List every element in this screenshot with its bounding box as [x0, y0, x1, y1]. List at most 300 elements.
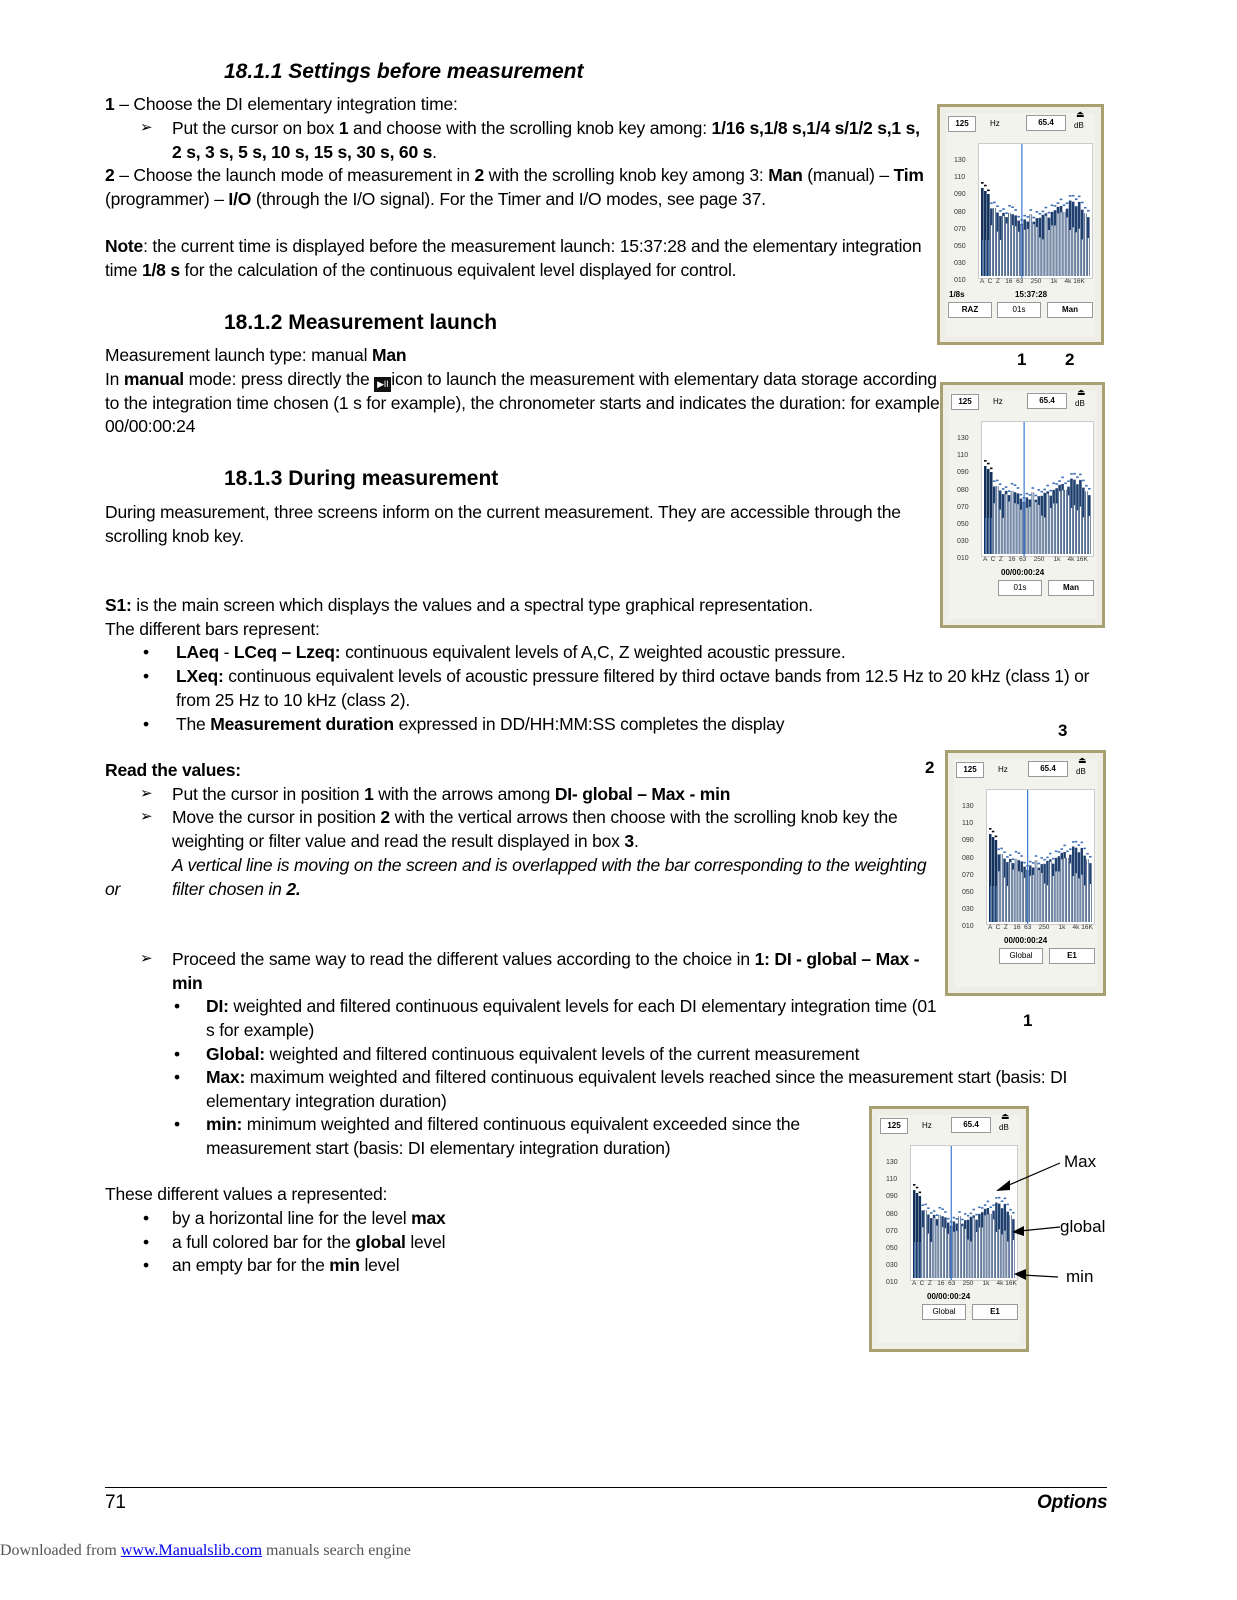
max-line [1060, 199, 1063, 201]
max-line [1051, 204, 1054, 206]
bullet-dot: • [143, 642, 149, 662]
min-bar [1012, 225, 1013, 276]
min-bar [925, 1210, 926, 1278]
max-line [973, 1209, 975, 1211]
min-bar [997, 486, 998, 554]
min-bar [942, 1227, 943, 1278]
max-line [999, 210, 1002, 212]
min-bar [1073, 876, 1074, 922]
min-bar [1080, 507, 1081, 554]
max-line [1085, 485, 1088, 487]
min-bar [1085, 208, 1086, 276]
spectrum-chart [981, 421, 1094, 557]
y-tick-label: 090 [886, 1193, 898, 1201]
bullet-integration-choices-cont: 2 s, 3 s, 5 s, 10 s, 15 s, 30 s, 60 s. [172, 142, 437, 162]
min-bar [1015, 851, 1016, 922]
page-number: 71 [105, 1492, 126, 1513]
min-bar [1009, 502, 1010, 554]
def-global: Global: weighted and filtered continuous equivalent levels of the current measurement [206, 1044, 860, 1064]
max-line [993, 480, 996, 482]
launch-button[interactable]: Man [1048, 580, 1094, 596]
level-value-box: 65.4 [1028, 761, 1068, 777]
bullet-dot: • [143, 714, 149, 734]
min-bar [934, 1218, 935, 1278]
min-bar [962, 1226, 963, 1278]
max-line [1045, 207, 1048, 209]
max-line [1069, 848, 1071, 850]
max-line [1002, 488, 1005, 490]
frequency-unit: Hz [993, 397, 1003, 406]
manual-mode-line-3: 00/00:00:24 [105, 416, 196, 436]
y-tick-label: 080 [962, 854, 974, 862]
max-line [1026, 493, 1029, 495]
arrow-bullet-icon: ➢ [140, 950, 153, 967]
max-line [987, 190, 990, 192]
max-line [1040, 491, 1043, 493]
max-line [989, 828, 991, 830]
launch-type-line: Measurement launch type: manual Man [105, 345, 407, 365]
min-bar [1045, 216, 1046, 276]
read-step-2-italic: A vertical line is moving on the screen and is overlapped with the bar corresponding to the weighting [172, 855, 927, 875]
y-tick-label: 070 [954, 225, 966, 233]
max-line [1008, 205, 1011, 207]
max-line [941, 1208, 943, 1210]
min-bar [994, 503, 995, 554]
max-line [1011, 483, 1014, 485]
y-tick-label: 070 [957, 503, 969, 511]
min-bar [1044, 884, 1045, 922]
max-line [1081, 202, 1084, 204]
max-line [913, 1184, 915, 1186]
read-values-heading: Read the values: [105, 760, 241, 780]
max-line [992, 831, 994, 833]
callout-3: 3 [1058, 721, 1068, 740]
max-line [1046, 485, 1049, 487]
memory-icon: ⏏ [1001, 1111, 1010, 1121]
max-line [939, 1207, 941, 1209]
max-line [1005, 212, 1008, 214]
mode-button[interactable]: 01s [997, 302, 1041, 318]
manual-mode-line-2: to the integration time chosen (1 s for example), the chronometer starts and indicates the duration: for example [105, 393, 940, 413]
db-unit: dB [1076, 767, 1086, 776]
min-bar [1086, 486, 1087, 554]
min-bar [1013, 870, 1014, 922]
min-bar [1068, 495, 1069, 554]
min-bar [945, 1228, 946, 1278]
min-bar [973, 1218, 974, 1278]
y-tick-label: 010 [962, 923, 974, 931]
min-bar [1042, 239, 1043, 276]
weighted-bar-lower [996, 886, 997, 922]
min-bar [1047, 494, 1048, 554]
frequency-box[interactable]: 125 [951, 394, 979, 410]
min-bar [970, 1241, 971, 1278]
max-line [1089, 856, 1091, 858]
mode-button[interactable]: Global [922, 1304, 966, 1320]
max-line [933, 1210, 935, 1212]
time-readout: 00/00:00:24 [1001, 568, 1045, 577]
weighted-bar-lower [988, 240, 989, 276]
time-readout: 00/00:00:24 [1004, 936, 1048, 945]
para-launch-mode-cont: (programmer) – I/O (through the I/O signal). For the Timer and I/O modes, see page 37. [105, 189, 766, 209]
min-bar [1061, 859, 1062, 922]
x-tick-labels: A C Z 16 63 250 1k 4k 16K [980, 278, 1085, 285]
max-line [970, 1213, 972, 1215]
max-line [1072, 195, 1075, 197]
min-bar [1038, 505, 1039, 554]
max-line [1008, 490, 1011, 492]
min-bar [1044, 517, 1045, 554]
max-line [1002, 208, 1005, 210]
max-line [1023, 862, 1025, 864]
max-line [967, 1215, 969, 1217]
min-bar [968, 1240, 969, 1278]
max-line [1046, 857, 1048, 859]
callout-1-reading: 1 [1023, 1011, 1033, 1030]
legend-global-label: global [1060, 1217, 1106, 1236]
y-tick-label: 080 [957, 486, 969, 494]
y-tick-label: 080 [954, 208, 966, 216]
weighted-bar-lower [985, 240, 986, 276]
max-line [1082, 480, 1085, 482]
max-line [1012, 858, 1014, 860]
min-bar [1006, 494, 1007, 554]
min-bar [1010, 862, 1011, 922]
time-readout: 15:37:28 [1015, 290, 1048, 299]
max-line [947, 1218, 949, 1220]
y-tick-label: 110 [886, 1176, 898, 1184]
min-bar [1018, 232, 1019, 276]
max-line [1029, 494, 1032, 496]
launch-button[interactable]: E1 [1049, 948, 1095, 964]
min-bar [1064, 858, 1065, 922]
max-line [993, 202, 996, 204]
min-bar [931, 1242, 932, 1278]
min-bar [976, 1232, 977, 1278]
y-tick-label: 070 [886, 1227, 898, 1235]
max-line [1039, 213, 1042, 215]
min-bar [1027, 229, 1028, 276]
min-bar [1064, 206, 1065, 276]
during-line-1: During measurement, three screens inform on the current measurement. They are accessible through the [105, 502, 901, 522]
min-bar [1051, 225, 1052, 276]
min-bar [1048, 230, 1049, 276]
manualslib-link[interactable]: www.Manualslib.com [120, 1542, 263, 1559]
spectrum-bars [979, 144, 1092, 278]
frequency-unit: Hz [922, 1121, 932, 1130]
device-screen-launch [940, 382, 1105, 628]
max-line [1000, 848, 1002, 850]
callout-2: 2 [1065, 350, 1075, 369]
bullet-dot: • [174, 1067, 180, 1087]
min-bar [1032, 484, 1033, 554]
frequency-box[interactable]: 125 [880, 1118, 908, 1134]
frequency-unit: Hz [998, 765, 1008, 774]
min-bar [1057, 213, 1058, 276]
min-bar [936, 1226, 937, 1278]
max-line [1079, 474, 1082, 476]
mode-button[interactable]: Global [999, 948, 1043, 964]
launch-button[interactable]: Man [1047, 302, 1093, 318]
footer-rule [105, 1487, 1107, 1488]
min-bar [1062, 490, 1063, 554]
max-line [1011, 206, 1014, 208]
mode-button[interactable]: 01s [998, 580, 1042, 596]
max-line [936, 1214, 938, 1216]
note-line-2: time 1/8 s for the calculation of the continuous equivalent level displayed for control. [105, 260, 737, 280]
memory-icon: ⏏ [1077, 387, 1086, 397]
max-line [1006, 856, 1008, 858]
max-line [1015, 851, 1017, 853]
max-line [1009, 854, 1011, 856]
y-tick-label: 110 [962, 820, 974, 828]
y-tick-label: 010 [886, 1279, 898, 1287]
min-bar [928, 1234, 929, 1278]
min-bar [1033, 224, 1034, 276]
max-line [1036, 211, 1039, 213]
min-bar [1041, 516, 1042, 554]
bullet-laeq: LAeq - LCeq – Lzeq: continuous equivalent levels of A,C, Z weighted acoustic pressure. [176, 642, 846, 662]
max-line [930, 1212, 932, 1214]
min-bar [1035, 502, 1036, 554]
read-step-1: Put the cursor in position 1 with the arrows among DI- global – Max - min [172, 784, 731, 804]
min-bar [1007, 886, 1008, 922]
y-tick-label: 110 [957, 452, 969, 460]
max-line [1035, 855, 1037, 857]
min-bar [1030, 876, 1031, 922]
max-line [964, 1213, 966, 1215]
max-line [1029, 861, 1031, 863]
min-bar [1004, 878, 1005, 922]
y-tick-label: 130 [957, 435, 969, 442]
def-di: DI: weighted and filtered continuous equivalent levels for each DI elementary integration time (01 [206, 996, 937, 1016]
spectrum-bars [982, 422, 1093, 556]
arrow-bullet-icon: ➢ [140, 119, 153, 136]
max-line [1032, 487, 1035, 489]
bullet-dot: • [174, 1114, 180, 1134]
heading-18-1-3: 18.1.3 During measurement [224, 467, 499, 490]
min-bar [1038, 870, 1039, 922]
max-line [1064, 482, 1067, 484]
reset-button[interactable]: RAZ [948, 302, 992, 318]
min-bar [1018, 871, 1019, 922]
min-bar [1035, 852, 1036, 922]
bullet-dot: • [143, 1232, 149, 1252]
max-line [1081, 842, 1083, 844]
min-bar [991, 225, 992, 276]
max-line [999, 483, 1002, 485]
max-line [1087, 210, 1090, 212]
max-line [1038, 863, 1040, 865]
max-line [996, 480, 999, 482]
weighted-bar-lower [982, 240, 983, 276]
max-line [1048, 212, 1051, 214]
max-line [1075, 841, 1077, 843]
max-line [958, 1211, 960, 1213]
min-bar [922, 1227, 923, 1278]
proceed-line: Proceed the same way to read the different values according to the choice in 1: DI - global – Max - [172, 949, 920, 969]
min-bar [1087, 854, 1088, 922]
min-bar [997, 232, 998, 276]
min-bar [1090, 884, 1091, 922]
weighted-bar-lower [920, 1242, 921, 1278]
max-line [1086, 853, 1088, 855]
bullet-dot: • [143, 1255, 149, 1275]
max-line [944, 1211, 946, 1213]
def-di-cont: s for example) [206, 1020, 315, 1040]
arrow-bullet-icon: ➢ [140, 808, 153, 825]
min-bar [1056, 503, 1057, 554]
para-launch-mode: 2 – Choose the launch mode of measurement in 2 with the scrolling knob key among 3: Man (manual) – Tim [105, 165, 924, 185]
max-line [1020, 855, 1022, 857]
max-line [1055, 850, 1057, 852]
max-line [1023, 215, 1026, 217]
frequency-box[interactable]: 125 [948, 116, 976, 132]
footer-section: Options [1037, 1492, 1108, 1513]
min-bar [1070, 230, 1071, 276]
min-bar [1071, 508, 1072, 554]
proceed-line-cont: min [172, 973, 203, 993]
max-line [1038, 489, 1041, 491]
min-bar [1076, 232, 1077, 276]
s1-line: S1: is the main screen which displays the values and a spectral type graphical representation. [105, 595, 813, 615]
max-line [1083, 848, 1085, 850]
min-bar [1015, 226, 1016, 276]
min-bar [1029, 507, 1030, 554]
min-bar [1058, 871, 1059, 922]
weighted-bar-lower [993, 886, 994, 922]
x-tick-labels: A C Z 16 63 250 1k 4k 16K [988, 924, 1093, 931]
max-line [987, 463, 990, 465]
min-bar [1082, 239, 1083, 276]
max-line [1032, 862, 1034, 864]
min-bar [1083, 517, 1084, 554]
max-line [1041, 857, 1043, 859]
max-line [1049, 853, 1051, 855]
max-line [1017, 216, 1020, 218]
min-bar [1001, 854, 1002, 922]
y-tick-label: 130 [962, 803, 974, 810]
read-step-2: Move the cursor in position 2 with the vertical arrows then choose with the scrolling knob key the [172, 807, 898, 827]
representation-intro: These different values a represented: [105, 1184, 388, 1204]
min-bar [1021, 872, 1022, 922]
min-bar [959, 1208, 960, 1278]
max-line [1078, 196, 1081, 198]
min-bar [1011, 483, 1012, 554]
bullet-dot: • [174, 1044, 180, 1064]
read-step-2-cont: weighting or filter value and read the result displayed in box 3. [172, 831, 639, 851]
weighted-bar-lower [917, 1242, 918, 1278]
y-tick-label: 030 [957, 538, 969, 546]
min-bar [1067, 217, 1068, 276]
max-line [924, 1204, 926, 1206]
min-bar [1074, 505, 1075, 554]
frequency-box[interactable]: 125 [956, 762, 984, 778]
max-line [990, 202, 993, 204]
manual-mode-line: In manual mode: press directly the ▶II icon to launch the measurement with elementary data storage according [105, 367, 937, 392]
max-line [1072, 841, 1074, 843]
bullet-duration: The Measurement duration expressed in DD/HH:MM:SS completes the display [176, 714, 785, 734]
or-label: or [105, 879, 121, 899]
min-bar [998, 871, 999, 922]
min-bar [1077, 510, 1078, 554]
max-line [984, 460, 987, 462]
max-line [1076, 476, 1079, 478]
min-bar [1047, 885, 1048, 922]
min-bar [1033, 875, 1034, 922]
max-line [1032, 217, 1035, 219]
min-bar [1024, 878, 1025, 922]
memory-icon: ⏏ [1076, 109, 1085, 119]
max-line [1026, 216, 1029, 218]
device-screen-reading [945, 750, 1106, 996]
rep-min: an empty bar for the min level [172, 1255, 400, 1275]
y-tick-label: 050 [954, 243, 966, 250]
min-bar [1020, 510, 1021, 554]
max-line [1003, 851, 1005, 853]
max-line [995, 836, 997, 838]
min-bar [1017, 504, 1018, 554]
y-tick-label: 030 [962, 906, 974, 914]
min-bar [1079, 229, 1080, 276]
max-line [1057, 202, 1060, 204]
weighted-bar-lower [990, 886, 991, 922]
max-line [1014, 209, 1017, 211]
during-line-2: scrolling knob key. [105, 526, 244, 546]
min-bar [1003, 216, 1004, 276]
min-bar [1059, 491, 1060, 554]
rep-global: a full colored bar for the global level [172, 1232, 446, 1252]
max-line [1066, 202, 1069, 204]
min-bar [1050, 508, 1051, 554]
min-bar [1026, 508, 1027, 554]
min-bar [1060, 212, 1061, 276]
max-line [1018, 852, 1020, 854]
min-bar [953, 1232, 954, 1278]
max-line [1052, 482, 1055, 484]
min-bar [1076, 873, 1077, 922]
min-bar [1054, 225, 1055, 276]
bullet-lxeq: LXeq: continuous equivalent levels of acoustic pressure filtered by third octave bands from 12.5 Hz to 20 kHz (class 1) or [176, 666, 1090, 686]
min-bar [1050, 862, 1051, 922]
max-line [981, 182, 984, 184]
x-tick-labels: A C Z 16 63 250 1k 4k 16K [983, 556, 1088, 563]
min-bar [1030, 206, 1031, 276]
min-bar [1000, 240, 1001, 276]
callout-2-reading: 2 [925, 758, 935, 777]
max-line [1017, 487, 1020, 489]
max-line [1055, 483, 1058, 485]
download-credit: Downloaded from www.Manualslib.com manuals search engine [0, 1542, 411, 1559]
bullet-dot: • [174, 996, 180, 1016]
max-line [975, 1214, 977, 1216]
max-line [1075, 198, 1078, 200]
integration-time-label: 1/8s [949, 290, 965, 299]
max-line [1088, 488, 1091, 490]
y-tick-label: 010 [954, 277, 966, 285]
frequency-unit: Hz [990, 119, 1000, 128]
launch-button[interactable]: E1 [972, 1304, 1018, 1320]
max-line [961, 1219, 963, 1221]
rep-max: by a horizontal line for the level max [172, 1208, 446, 1228]
bullet-dot: • [143, 666, 149, 686]
level-value-box: 65.4 [1027, 393, 1067, 409]
min-bar [1053, 876, 1054, 922]
db-unit: dB [1074, 121, 1084, 130]
y-tick-label: 130 [954, 157, 966, 164]
y-tick-label: 070 [962, 871, 974, 879]
weighted-bar-lower [914, 1242, 915, 1278]
